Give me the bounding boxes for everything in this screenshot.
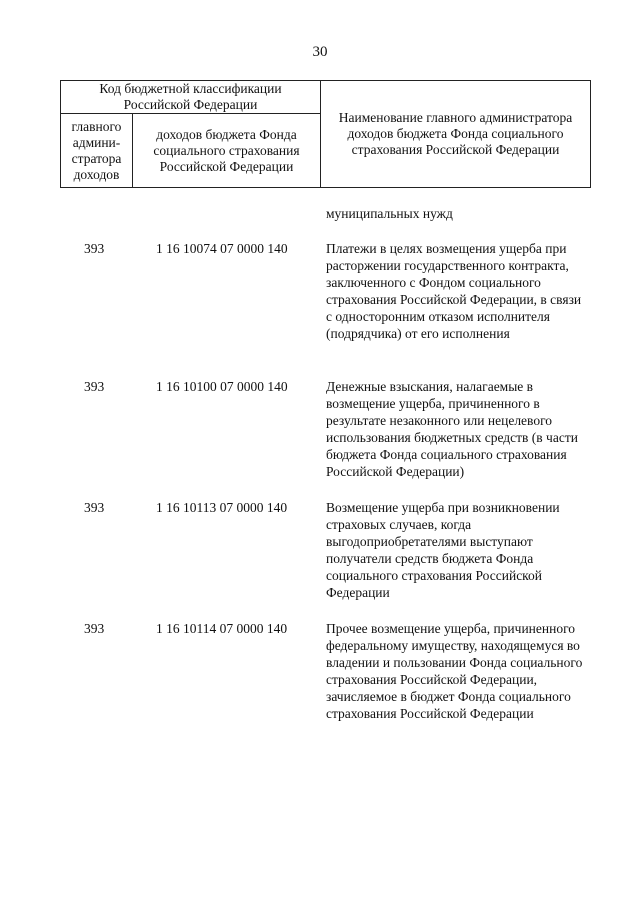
admin-code: 393: [84, 379, 105, 394]
classification-code: 1 16 10113 07 0000 140: [156, 500, 288, 515]
row-description: Прочее возмещение ущерба, причиненного федеральному имуществу, находящемуся во владении и пользовании Фонда социального страхования Российской Федерации, зачисляемое в бюджет Фонда социального страхования Российской Федерации: [326, 621, 583, 721]
continued-description: муниципальных нужд: [326, 206, 453, 221]
classification-header-table: [60, 80, 591, 188]
classification-code: 1 16 10114 07 0000 140: [156, 621, 288, 636]
fund-income-header: доходов бюджета Фонда социального страхования Российской Федерации: [133, 114, 321, 188]
row-description: Возмещение ущерба при возникновении страховых случаев, когда выгодоприобретателями выступают получатели средств бюджета Фонда социального страхования Российской Федерации: [326, 500, 560, 600]
budget-code-header: Код бюджетной классификации Российской Федерации: [61, 81, 321, 114]
admin-code: 393: [84, 500, 105, 515]
row-description: Платежи в целях возмещения ущерба при расторжении государственного контракта, заключенного с Фондом социального страхования Российской Федерации, в связи с односторонним отказом исполнителя (подрядчика) от его исполнения: [326, 241, 582, 341]
row-description: Денежные взыскания, налагаемые в возмещение ущерба, причиненного в результате незаконного или нецелевого использования бюджетных средств (в части бюджета Фонда социального страхования Российской Федерации): [326, 379, 578, 479]
chief-admin-header: главного админи-стратора доходов: [61, 114, 133, 188]
admin-code: 393: [84, 241, 105, 256]
administrator-name-header: Наименование главного администратора доходов бюджета Фонда социального страхования Российской Федерации: [321, 81, 591, 188]
classification-code: 1 16 10100 07 0000 140: [156, 379, 288, 394]
classification-code: 1 16 10074 07 0000 140: [156, 241, 288, 256]
admin-code: 393: [84, 621, 105, 636]
page-number: 30: [312, 44, 328, 60]
